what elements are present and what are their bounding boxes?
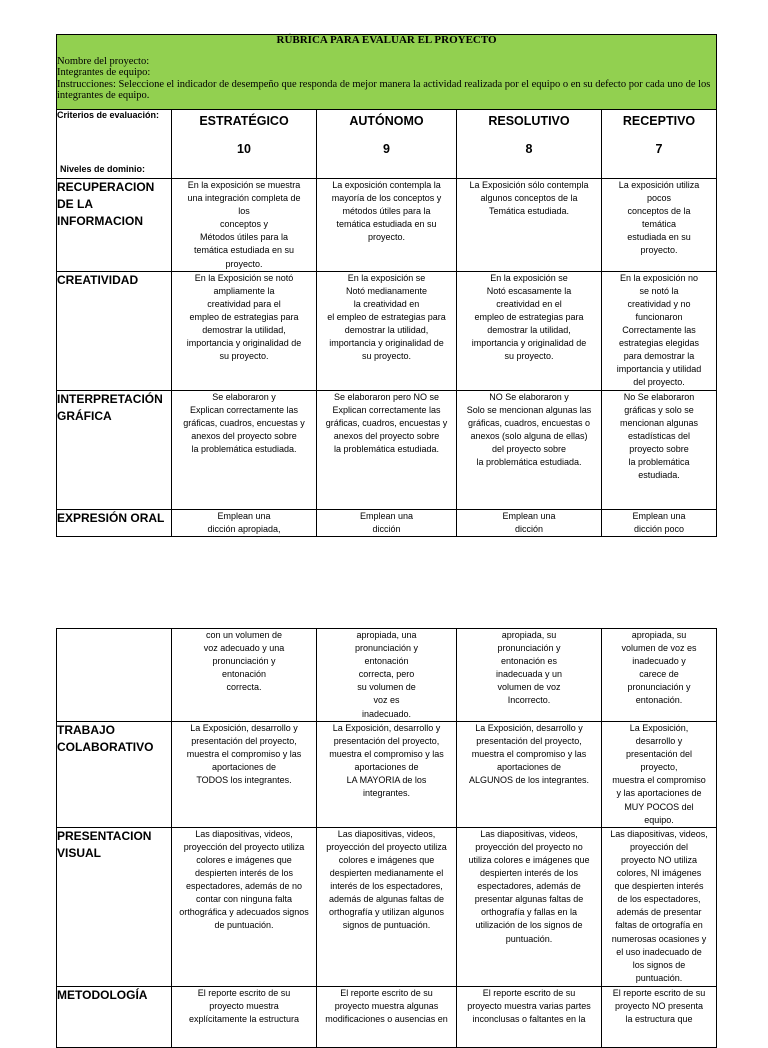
descriptor-cell: apropiada, su pronunciación y entonación es inadecuada y un volumen de voz Incorrecto. [457, 629, 602, 722]
level-name: ESTRATÉGICO [199, 114, 289, 128]
descriptor-cell: Las diapositivas, videos, proyección del proyecto utiliza colores e imágenes que despierten interés de los espectadores, además de no contar con ninguna falta orthográfica y adecuados signos de puntuación. [172, 827, 317, 986]
descriptor-cell: En la Exposición se notó ampliamente la creatividad para el empleo de estrategias para demostrar la utilidad, importancia y originalidad de su proyecto. [172, 271, 317, 390]
row-expresion-oral-continued [57, 629, 717, 722]
criterion-label: RECUPERACION DE LA INFORMACION [57, 179, 172, 272]
rubric-table-page-2 [56, 628, 717, 1048]
level-score: 8 [525, 142, 533, 156]
rubric-header [57, 35, 717, 110]
descriptor-cell: La Exposición sólo contempla algunos conceptos de la Temática estudiada. [457, 179, 602, 272]
descriptor-cell: Se elaboraron pero NO se Explican correctamente las gráficas, cuadros, encuestas y anexos del proyecto sobre la problemática estudiada. [317, 390, 457, 509]
descriptor-cell: con un volumen de voz adecuado y una pronunciación y entonación correcta. [172, 629, 317, 722]
level-header-resolutivo [457, 110, 602, 179]
row-expresion-oral [57, 509, 717, 536]
descriptor-cell: NO Se elaboraron y Solo se mencionan algunas las gráficas, cuadros, encuestas o anexos (solo alguna de ellas) del proyecto sobre la problemática estudiada. [457, 390, 602, 509]
row-interpretacion-grafica [57, 390, 717, 509]
descriptor-cell: La exposición utiliza pocos conceptos de la temática estudiada en su proyecto. [602, 179, 717, 272]
descriptor-cell: Se elaboraron y Explican correctamente las gráficas, cuadros, encuestas y anexos del proyecto sobre la problemática estudiada. [172, 390, 317, 509]
level-header-autonomo [317, 110, 457, 179]
descriptor-cell: En la exposición se muestra una integración completa de los conceptos y Métodos útiles para la temática estudiada en su proyecto. [172, 179, 317, 272]
row-presentacion-visual [57, 827, 717, 986]
descriptor-cell: Emplean una dicción [457, 509, 602, 536]
levels-label: Niveles de dominio: [60, 164, 146, 174]
row-metodologia [57, 986, 717, 1047]
descriptor-cell: apropiada, una pronunciación y entonación correcta, pero su volumen de voz es inadecuado. [317, 629, 457, 722]
level-header-estrategico [172, 110, 317, 179]
descriptor-cell: La Exposición, desarrollo y presentación del proyecto, muestra el compromiso y las aportaciones de ALGUNOS de los integrantes. [457, 722, 602, 828]
descriptor-cell: No Se elaboraron gráficas y solo se mencionan algunas estadísticas del proyecto sobre la problemática estudiada. [602, 390, 717, 509]
descriptor-cell: La Exposición, desarrollo y presentación del proyecto, muestra el compromiso y las aportaciones de LA MAYORIA de los integrantes. [317, 722, 457, 828]
descriptor-cell: El reporte escrito de su proyecto muestra explícitamente la estructura [172, 986, 317, 1047]
instructions-text: Instrucciones: Seleccione el indicador de desempeño que responda de mejor manera la actividad realizada por el equipo o en su defecto por cada uno de los integrantes de equipo. [57, 78, 711, 101]
rubric-table-page-1 [56, 34, 717, 537]
row-trabajo-colaborativo [57, 722, 717, 828]
criterion-label: CREATIVIDAD [57, 271, 172, 390]
descriptor-cell: La Exposición, desarrollo y presentación del proyecto, muestra el compromiso y las aportaciones de TODOS los integrantes. [172, 722, 317, 828]
descriptor-cell: apropiada, su volumen de voz es inadecuado y carece de pronunciación y entonación. [602, 629, 717, 722]
level-name: RESOLUTIVO [488, 114, 570, 128]
level-score: 7 [655, 142, 663, 156]
criterion-label: INTERPRETACIÓN GRÁFICA [57, 390, 172, 509]
level-header-receptivo [602, 110, 717, 179]
rubric-title: RÚBRICA PARA EVALUAR EL PROYECTO [276, 34, 497, 46]
descriptor-cell: En la exposición no se notó la creatividad y no funcionaron Correctamente las estrategias elegidas para demostrar la importancia y utilidad del proyecto. [602, 271, 717, 390]
row-recuperacion [57, 179, 717, 272]
criterion-label: METODOLOGÍA [57, 986, 172, 1047]
level-score: 10 [237, 142, 251, 156]
descriptor-cell: El reporte escrito de su proyecto muestra algunas modificaciones o ausencias en [317, 986, 457, 1047]
team-members-label: Integrantes de equipo: [57, 67, 151, 78]
descriptor-cell: Las diapositivas, videos, proyección del proyecto utiliza colores e imágenes que despierten medianamente el interés de los espectadores, además de algunas faltas de orthografía y utilizan algunos signos de puntuación. [317, 827, 457, 986]
descriptor-cell: En la exposición se Notó escasamente la creatividad en el empleo de estrategias para demostrar la utilidad, importancia y originalidad de su proyecto. [457, 271, 602, 390]
descriptor-cell: El reporte escrito de su proyecto muestra varias partes inconclusas o faltantes en la [457, 986, 602, 1047]
descriptor-cell: En la exposición se Notó medianamente la creatividad en el empleo de estrategias para demostrar la utilidad, importancia y originalidad de su proyecto. [317, 271, 457, 390]
row-creatividad [57, 271, 717, 390]
criterion-label [57, 629, 172, 722]
level-score: 9 [383, 142, 390, 156]
criterion-label: EXPRESIÓN ORAL [57, 509, 172, 536]
level-name: AUTÓNOMO [349, 114, 424, 128]
descriptor-cell: La Exposición, desarrollo y presentación del proyecto, muestra el compromiso y las aportaciones de MUY POCOS del equipo. [602, 722, 717, 828]
criteria-label: Criterios de evaluación: [57, 110, 160, 120]
criteria-header-cell [57, 110, 172, 179]
descriptor-cell: El reporte escrito de su proyecto NO presenta la estructura que [602, 986, 717, 1047]
criterion-label: PRESENTACION VISUAL [57, 827, 172, 986]
descriptor-cell: Emplean una dicción poco [602, 509, 717, 536]
descriptor-cell: Las diapositivas, videos, proyección del proyecto NO utiliza colores, NI imágenes que despierten interés de los espectadores, además de presentar faltas de ortografía en numerosas ocasiones y el uso inadecuado de los signos de puntuación. [602, 827, 717, 986]
descriptor-cell: Emplean una dicción [317, 509, 457, 536]
descriptor-cell: La exposición contempla la mayoría de los conceptos y métodos útiles para la temática estudiada en su proyecto. [317, 179, 457, 272]
criterion-label: TRABAJO COLABORATIVO [57, 722, 172, 828]
descriptor-cell: Las diapositivas, videos, proyección del proyecto no utiliza colores e imágenes que despierten interés de los espectadores, además de presentar algunas faltas de orthografía y fallas en la utilización de los signos de puntuación. [457, 827, 602, 986]
descriptor-cell: Emplean una dicción apropiada, [172, 509, 317, 536]
level-name: RECEPTIVO [622, 114, 696, 128]
project-name-label: Nombre del proyecto: [57, 55, 150, 67]
